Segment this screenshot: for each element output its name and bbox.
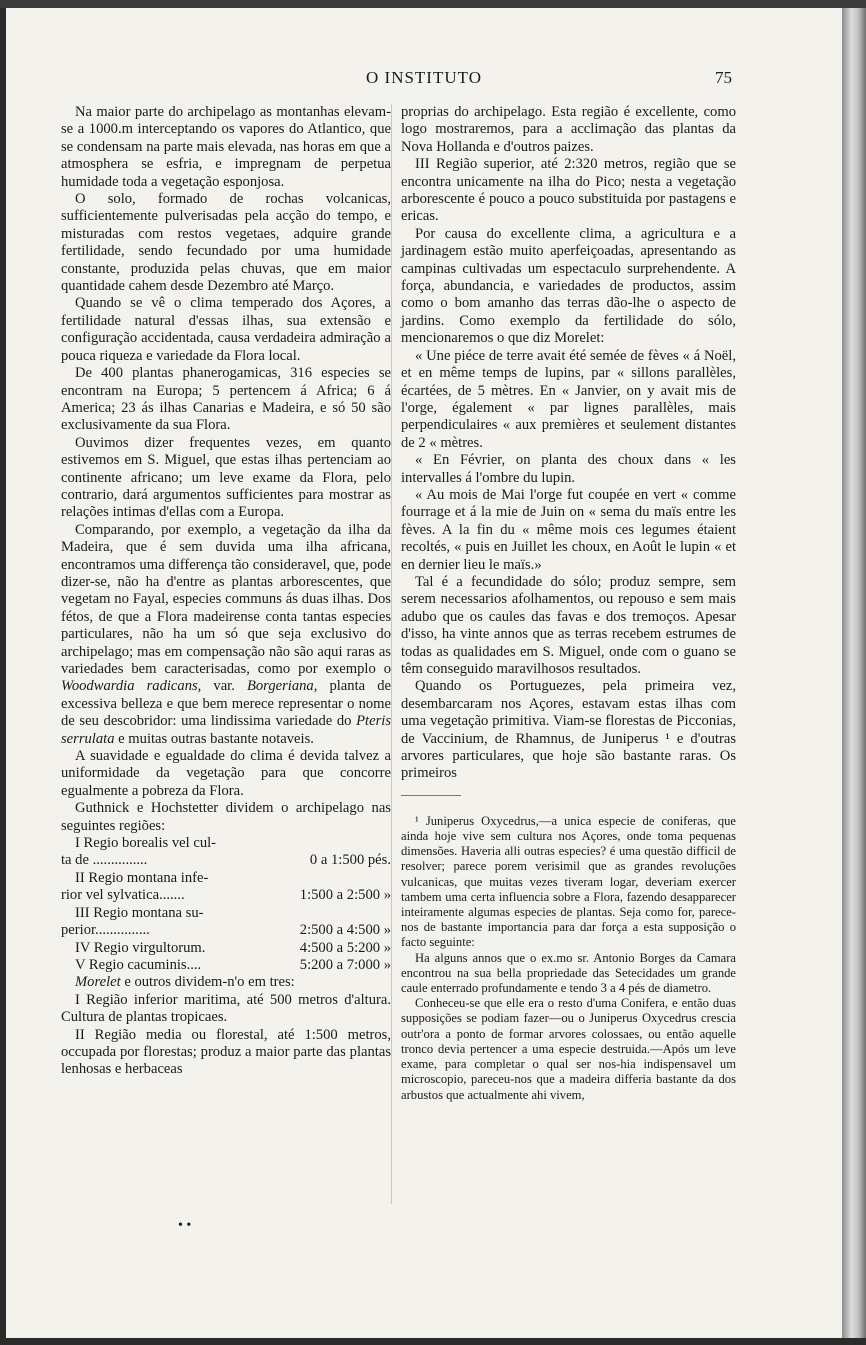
scan-top-border — [0, 0, 866, 8]
quote-paragraph: « Une piéce de terre avait été semée de fèves « á Noël, et en même temps de lupins, par « sillons parallèles, écartées, de 5 mètres. En « Janvier, on y avait mis de l'orge, également « par lignes parallèles, mais perpendiculaires « aux premières et seulement distantes de 2 « mètres. — [401, 347, 736, 451]
regions-list — [61, 835, 391, 974]
paragraph: Tal é a fecundidade do sólo; produz sempre, sem serem necessarios afolhamentos, ou repouso e sem mais adubo que os caules das favas e dos tremoços. Apesar d'isso, ha vinte annos que as terras recebem estrumes de todas as qualidades em S. Miguel, onde com o guano se têm conseguido maravilhosos resultados. — [401, 573, 736, 677]
paragraph: Guthnick e Hochstetter dividem o archipelago nas seguintes regiões: — [61, 800, 391, 834]
paragraph: Por causa do excellente clima, a agricultura e a jardinagem estão muito aperfeiçoadas, apresentando as campinas cultivadas um espectaculo surprehendente. A força, abundancia, e variedades de productos, assim como o bom amanho das terras dão-lhe o aspecto de jardins. Como exemplo da fertilidade do sólo, mencionaremos o que diz Morelet: — [401, 225, 736, 347]
book-page — [6, 8, 842, 1338]
signature-mark: • • — [178, 1218, 192, 1233]
quote-paragraph: « En Février, on planta des choux dans « les intervalles á l'ombre du lupin. — [401, 452, 736, 486]
paragraph: Na maior parte do archipelago as montanhas elevam-se a 1000.m interceptando os vapores do Atlantico, que se condensam na parte mais elevada, nas horas em que a atmosphera se esfria, e impregnam de perpetua humidade toda a vegetação esponjosa. — [61, 104, 391, 190]
footnote-paragraph: Ha alguns annos que o ex.mo sr. Antonio Borges da Camara encontrou na sua bella propriedade das Setecidades um grande caule enterrado profundamente e tendo 3 a 4 pés de diametro. — [401, 950, 736, 996]
region-row: IV Regio virgultorum. 4:500 a 5:200 » — [75, 939, 391, 956]
species-name: Woodwardia radicans, — [61, 678, 202, 695]
footnote-paragraph: Conheceu-se que elle era o resto d'uma Conifera, e então duas supposições se podiam fazer—ou o Juniperus Oxycedrus crescia outr'ora a ponto de formar arvores colossaes, ou então aquelle tronco devia pertencer a uma especie destruida.—Após um leve exame, para completar o qual ser nos-hia indispensavel um microscopio, pareceu-nos que a madeira differia bastante da dos arbustos que actualmente ahi vivem, — [401, 996, 736, 1102]
page-edge — [842, 8, 866, 1338]
region-row: perior............... 2:500 a 4:500 » — [61, 922, 391, 939]
paragraph: O solo, formado de rochas volcanicas, sufficientemente pulverisadas pela acção do tempo, e misturadas com restos vegetaes, adquire grande fertilidade, sendo fecundado por uma humidade constante, produzida pelas chuvas, que em maior quantidade cahem desde Dezembro até Março. — [61, 191, 391, 295]
column-divider — [391, 104, 392, 1204]
paragraph: Comparando, por exemplo, a vegetação da ilha da Madeira, que é sem duvida uma ilha africana, encontramos uma differença tão consideravel, que, pode dizer-se, não ha d'entre as plantas arborescentes, que vegetam no Fayal, especies communs ás duas ilhas. Dos fétos, de que a Flora madeirense conta tantas especies particulares, não ha um só que seja exclusivo do archipelago; mas em compensação não são aqui raras as variedades bem caracterisadas, como por exemplo o Woodwardia radicans, var. Borgeriana, planta de excessiva belleza e que bem merece representar o nome de seu descobridor: uma lindissima variedade do Pteris serrulata e muitas outras bastante notaveis. — [61, 521, 392, 747]
region-row: I Regio borealis vel cul- — [75, 835, 217, 852]
left-column — [61, 104, 391, 1079]
author-name: Morelet — [75, 974, 121, 991]
paragraph: A suavidade e egualdade do clima é devida talvez a uniformidade da vegetação para que concorre egualmente a pobreza da Flora. — [61, 748, 391, 799]
paragraph: Morelet e outros dividem-n'o em tres: — [75, 974, 295, 991]
footnote — [401, 814, 736, 1103]
region-row: II Regio montana infe- — [75, 869, 209, 886]
region-row: V Regio cacuminis.... 5:200 a 7:000 » — [75, 956, 391, 973]
region-row: rior vel sylvatica....... 1:500 a 2:500 » — [61, 887, 391, 904]
paragraph: Quando se vê o clima temperado dos Açores, a fertilidade natural d'essas ilhas, sua extensão e configuração accidentada, causa verdadeira admiração a pouca riqueza e variedade da Flora local. — [61, 295, 391, 364]
region-row: ta de ............... 0 a 1:500 pés. — [61, 852, 391, 869]
right-column — [401, 104, 736, 1103]
paragraph: I Região inferior maritima, até 500 metros d'altura. Cultura de plantas tropicaes. — [61, 991, 391, 1026]
footnote-paragraph: ¹ Juniperus Oxycedrus,—a unica especie de coniferas, que ainda hoje vive sem cultura nos Açores, onde toma pequenas dimensões. Haveria alli outras especies? é uma questão difficil de resolver; parece porem verisimil que as grandes revoluções vulcanicas, que muitas vezes tiveram logar, deveriam exercer tambem uma certa influencia sobre a Flora, fazendo desapparecer inteiramente algumas especies de plantas. Seja como for, parece-nos de bastante importancia para dar força a esta supposição o facto seguinte: — [401, 813, 736, 950]
species-name: Borgeriana, — [246, 678, 318, 695]
running-head-title: O INSTITUTO — [366, 68, 482, 87]
paragraph: De 400 plantas phanerogamicas, 316 especies se encontram na Europa; 5 pertencem á Africa; 6 á America; 23 ás ilhas Canarias e Madeira, e só 50 são exclusivamente da sua Flora. — [61, 365, 391, 434]
paragraph: Ouvimos dizer frequentes vezes, em quanto estivemos em S. Miguel, que estas ilhas pertenciam ao continente africano; um leve exame da Flora, pelo contrario, dará argumentos sufficientes para mostrar as relações intimas d'ellas com a Europa. — [61, 434, 391, 521]
region-row: III Regio montana su- — [75, 904, 204, 921]
species-name: Pteris serrulata — [61, 713, 392, 747]
paragraph: Quando os Portuguezes, pela primeira vez, desembarcaram nos Açores, estavam estas ilhas com uma vegetação primitiva. Viam-se florestas de Picconias, de Vaccinium, de Rhamnus, de Juniperus ¹ e d'outras arvores particulares, que hoje são bastante raras. Os primeiros — [401, 678, 736, 782]
page-number: 75 — [715, 68, 732, 87]
quote-paragraph: « Au mois de Mai l'orge fut coupée en vert « comme fourrage et á la mie de Juin on « sema du maïs entre les fèves. A la fin du « même mois ces legumes étaient recoltés, « puis en Juillet les choux, en Août le lupin « et en dernier lieu le maïs.» — [401, 486, 736, 573]
paragraph: III Região superior, até 2:320 metros, região que se encontra unicamente na ilha do Pico; nesta a vegetação arborescente é pouco a pouco substituida por pastagens e ericas. — [401, 156, 736, 225]
footnote-rule — [401, 795, 461, 796]
paragraph: II Região media ou florestal, até 1:500 metros, occupada por florestas; produz a maior parte das plantas lenhosas e herbaceas — [61, 1026, 391, 1078]
paragraph: proprias do archipelago. Esta região é excellente, como logo mostraremos, para a acclimação das plantas da Nova Hollanda e d'outros paizes. — [401, 104, 736, 155]
